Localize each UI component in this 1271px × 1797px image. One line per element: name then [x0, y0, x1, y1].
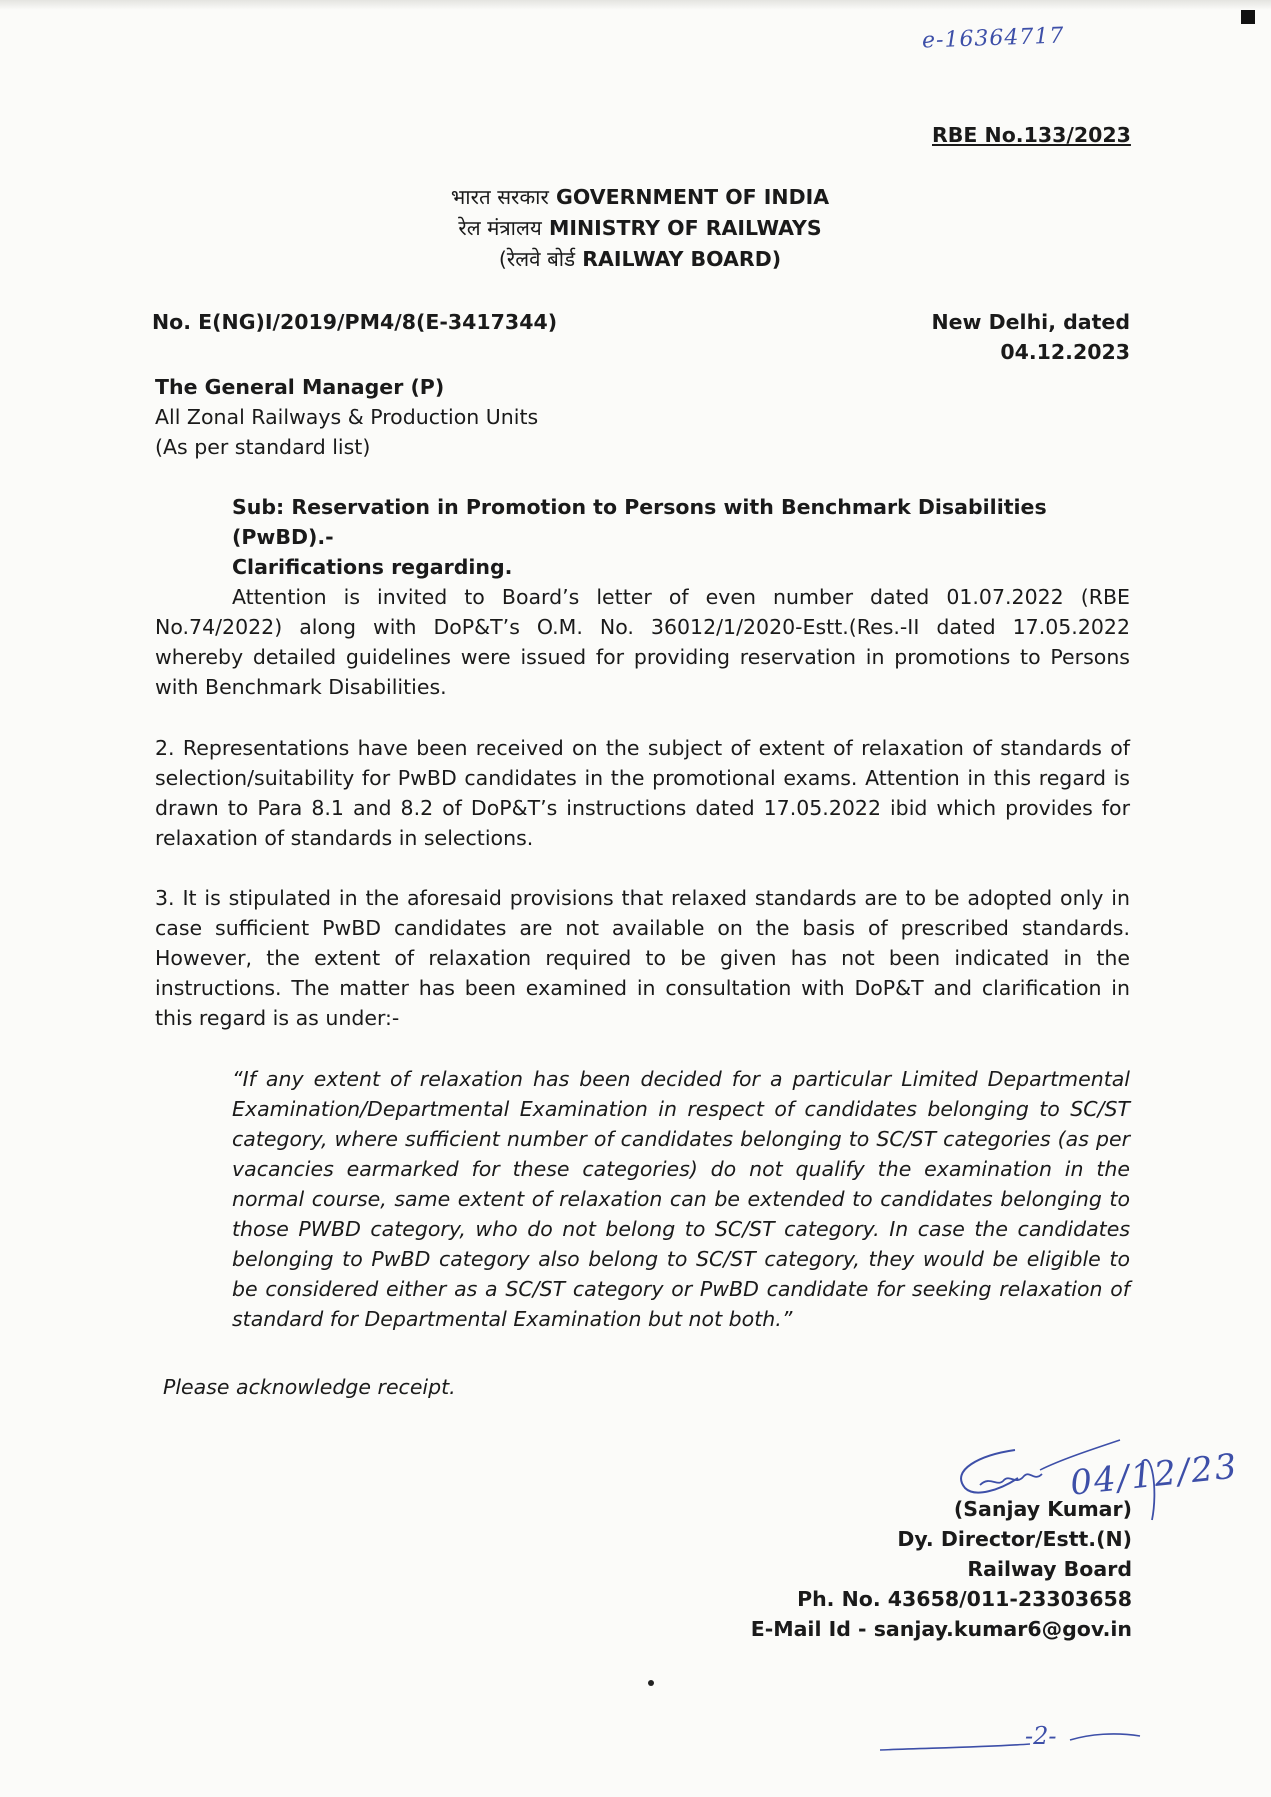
page-marker: -2-	[1025, 1722, 1057, 1750]
paragraph-2: 2. Representations have been received on the subject of extent of relaxation of standards of selection/suitability for PwBD candidates in the promotional exams. Attention in this regard is drawn to Para 8.1 and 8.2 of DoP&T’s instructions dated 17.05.2022 ibid which provides for relaxation of standards in selections.	[155, 736, 1130, 850]
letterhead-hindi-2: रेल मंत्रालय	[458, 216, 542, 240]
signatory-email: E-Mail Id - sanjay.kumar6@gov.in	[750, 1617, 1132, 1641]
addressee-line-3: (As per standard list)	[155, 435, 371, 459]
letterhead-line-3	[380, 244, 900, 275]
handwritten-reference: e-16364717	[921, 23, 1065, 54]
letterhead-english-2: MINISTRY OF RAILWAYS	[548, 216, 822, 240]
rbe-number: RBE No.133/2023	[932, 123, 1131, 147]
clarification-quote: “If any extent of relaxation has been decided for a particular Limited Departmental Examination/Departmental Examination in respect of candidates belonging to SC/ST category, where sufficient number of candidates belonging to SC/ST categories (as per vacancies earmarked for these categories) do not qualify the examination in the normal course, same extent of relaxation can be extended to candidates belonging to those PWBD category, who do not belong to SC/ST category. In case the candidates belonging to PwBD category also belong to SC/ST category, they would be eligible to be considered either as a SC/ST category or PwBD candidate for seeking relaxation of standard for Departmental Examination but not both.”	[232, 1067, 1130, 1331]
paragraph-3: 3. It is stipulated in the aforesaid provisions that relaxed standards are to be adopted only in case sufficient PwBD candidates are not available on the basis of prescribed standards. However, the extent of relaxation required to be given has not been indicated in the instructions. The matter has been examined in consultation with DoP&T and clarification in this regard is as under:-	[155, 886, 1130, 1030]
file-number: No. E(NG)I/2019/PM4/8(E-3417344)	[152, 310, 558, 334]
signatory-office: Railway Board	[967, 1557, 1132, 1581]
signatory-name: (Sanjay Kumar)	[953, 1497, 1132, 1521]
letterhead-line-1	[380, 182, 900, 213]
scan-dot	[648, 1680, 654, 1686]
signatory-designation: Dy. Director/Estt.(N)	[897, 1527, 1132, 1551]
letterhead	[380, 182, 900, 275]
addressee-title: The General Manager (P)	[155, 375, 445, 399]
page-marker-lines	[870, 1722, 1150, 1762]
letterhead-line-2	[380, 213, 900, 244]
signatory-phone: Ph. No. 43658/011-23303658	[797, 1587, 1132, 1611]
addressee	[155, 372, 755, 462]
place-date: New Delhi, dated 04.12.2023	[931, 310, 1130, 364]
subject	[232, 492, 1132, 582]
paragraph-1: Attention is invited to Board’s letter of even number dated 01.07.2022 (RBE No.74/2022) along with DoP&T’s O.M. No. 36012/1/2020-Estt.(Res.-II dated 17.05.2022 whereby detailed guidelines were issued for providing reservation in promotions to Persons with Benchmark Disabilities.	[155, 585, 1130, 699]
closing-line: Please acknowledge receipt.	[163, 1375, 456, 1399]
scan-edge	[0, 0, 1271, 10]
letterhead-english-3: RAILWAY BOARD)	[582, 247, 782, 271]
addressee-line-2: All Zonal Railways & Production Units	[155, 405, 539, 429]
subject-line-2: Clarifications regarding.	[232, 555, 513, 579]
letterhead-hindi-3: (रेलवे बोर्ड	[498, 247, 576, 271]
letterhead-english-1: GOVERNMENT OF INDIA	[556, 185, 830, 209]
subject-line-1: Sub: Reservation in Promotion to Persons with Benchmark Disabilities (PwBD).-	[232, 495, 1047, 549]
scan-corner-mark	[1241, 10, 1255, 24]
letterhead-hindi-1: भारत सरकार	[450, 185, 549, 209]
signature-block	[700, 1494, 1132, 1644]
handwritten-signature-date: 04/12/23	[1068, 1446, 1241, 1504]
